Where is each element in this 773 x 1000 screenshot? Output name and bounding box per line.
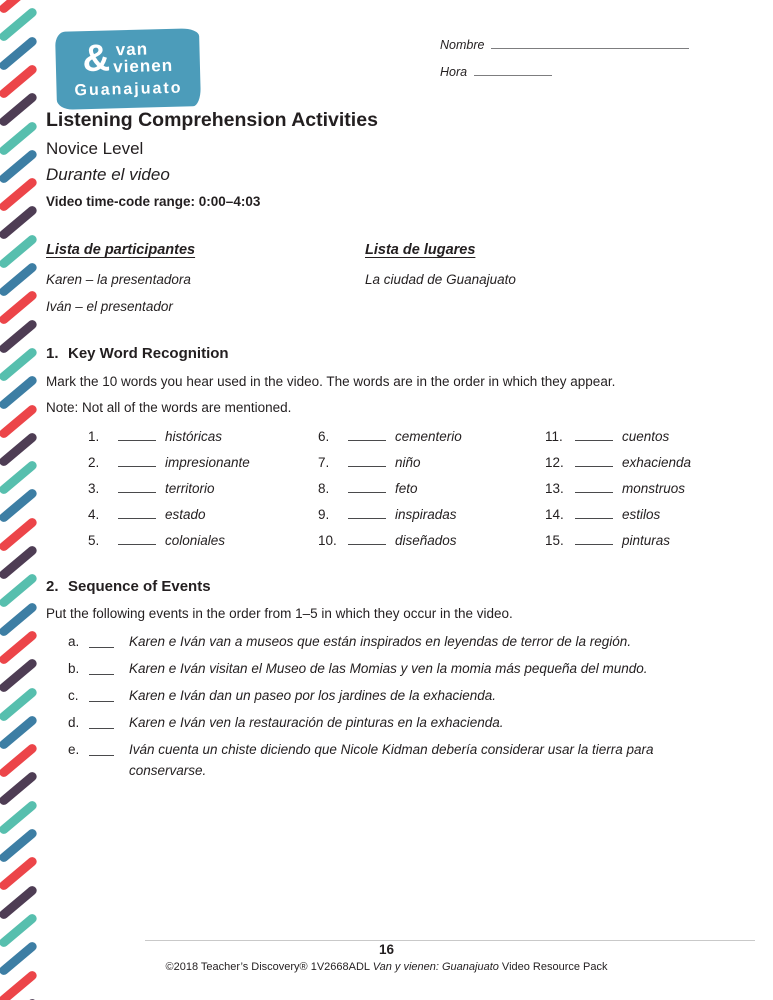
answer-blank — [348, 532, 386, 545]
section2-instructions: Put the following events in the order from 1–5 in which they occur in the video. — [46, 606, 513, 621]
event-letter: d. — [68, 715, 80, 730]
answer-blank — [348, 454, 386, 467]
answer-blank — [89, 712, 114, 729]
word-item — [545, 424, 691, 450]
name-blank-line — [491, 36, 689, 49]
word-item — [318, 450, 462, 476]
places-heading: Lista de lugares — [365, 242, 476, 258]
word-number: 4. — [88, 507, 100, 522]
word-number: 14. — [545, 507, 564, 522]
word-column-3 — [545, 424, 691, 554]
participants-heading: Lista de participantes — [46, 242, 196, 258]
word-number: 2. — [88, 455, 100, 470]
answer-blank — [575, 506, 613, 519]
event-letter: c. — [68, 688, 79, 703]
word-label: pinturas — [622, 533, 671, 548]
event-item — [68, 685, 728, 706]
word-item — [545, 502, 691, 528]
section2-heading — [46, 578, 211, 595]
section1-title: Key Word Recognition — [68, 345, 229, 362]
page-title: Listening Comprehension Activities — [46, 109, 378, 131]
word-item — [318, 476, 462, 502]
answer-blank — [118, 506, 156, 519]
event-text: Karen e Iván dan un paseo por los jardines de la exhacienda. — [129, 688, 497, 703]
name-label: Nombre — [440, 38, 485, 52]
answer-blank — [575, 480, 613, 493]
participant-item: Iván – el presentador — [46, 299, 173, 314]
word-item — [318, 424, 462, 450]
word-label: coloniales — [165, 533, 226, 548]
word-number: 15. — [545, 533, 564, 548]
word-item — [88, 476, 250, 502]
word-item — [545, 450, 691, 476]
logo-ampersand: & — [82, 37, 111, 81]
answer-blank — [89, 739, 114, 756]
answer-blank — [348, 480, 386, 493]
section1-number: 1. — [46, 345, 59, 362]
section1-note: Note: Not all of the words are mentioned. — [46, 400, 292, 415]
word-item — [318, 502, 462, 528]
word-number: 6. — [318, 429, 330, 444]
word-item — [88, 502, 250, 528]
place-item: La ciudad de Guanajuato — [365, 272, 516, 287]
copyright-prefix: ©2018 Teacher’s Discovery® 1V2668ADL — [165, 961, 373, 973]
word-label: monstruos — [622, 481, 686, 496]
word-label: diseñados — [395, 533, 457, 548]
section1-instructions: Mark the 10 words you hear used in the video. The words are in the order in which they appear. — [46, 374, 616, 389]
answer-blank — [118, 532, 156, 545]
word-label: niño — [395, 455, 421, 470]
logo-guanajuato: Guanajuato — [74, 79, 183, 100]
answer-blank — [118, 428, 156, 441]
logo-line-van: van — [115, 39, 149, 60]
word-item — [545, 476, 691, 502]
word-number: 3. — [88, 481, 100, 496]
word-number: 1. — [88, 429, 100, 444]
copyright-line — [0, 961, 773, 973]
event-letter: a. — [68, 634, 80, 649]
word-column-2 — [318, 424, 462, 554]
word-label: cuentos — [622, 429, 670, 444]
name-field — [440, 36, 689, 52]
word-item — [318, 528, 462, 554]
hour-blank-line — [474, 63, 552, 76]
answer-blank — [575, 532, 613, 545]
event-text: Karen e Iván van a museos que están inspirados en leyendas de terror de la región. — [129, 634, 632, 649]
answer-blank — [89, 658, 114, 675]
copyright-suffix: Video Resource Pack — [498, 961, 608, 973]
sequence-events-list — [68, 631, 728, 787]
answer-blank — [118, 454, 156, 467]
event-letter: b. — [68, 661, 80, 676]
word-label: estado — [165, 507, 206, 522]
word-label: feto — [395, 481, 418, 496]
word-number: 10. — [318, 533, 337, 548]
logo-wordmark — [82, 37, 174, 81]
word-label: territorio — [165, 481, 215, 496]
word-label: impresionante — [165, 455, 250, 470]
word-number: 13. — [545, 481, 564, 496]
word-column-1 — [88, 424, 250, 554]
event-item — [68, 739, 728, 781]
event-item — [68, 658, 728, 679]
van-y-vienen-logo — [55, 28, 201, 110]
word-number: 9. — [318, 507, 330, 522]
participants-list — [46, 242, 195, 326]
event-text: Karen e Iván ven la restauración de pinturas en la exhacienda. — [129, 715, 504, 730]
timecode-range: Video time-code range: 0:00–4:03 — [46, 194, 261, 209]
answer-blank — [89, 631, 114, 648]
word-item — [88, 450, 250, 476]
event-text: Karen e Iván visitan el Museo de las Momias y ven la momia más pequeña del mundo. — [129, 661, 648, 676]
footer-divider — [145, 940, 755, 941]
word-item — [88, 528, 250, 554]
participant-item: Karen – la presentadora — [46, 272, 191, 287]
logo-line-vienen: vienen — [112, 55, 174, 77]
answer-blank — [118, 480, 156, 493]
word-item — [545, 528, 691, 554]
word-number: 11. — [545, 429, 563, 444]
answer-blank — [348, 506, 386, 519]
word-label: cementerio — [395, 429, 462, 444]
event-item — [68, 631, 728, 652]
word-label: históricas — [165, 429, 223, 444]
copyright-title: Van y vienen: Guanajuato — [372, 961, 499, 973]
hour-label: Hora — [440, 65, 468, 79]
durante-subtitle: Durante el video — [46, 165, 170, 184]
word-number: 12. — [545, 455, 564, 470]
word-label: exhacienda — [622, 455, 692, 470]
event-text: Iván cuenta un chiste diciendo que Nicole Kidman debería considerar usar la tierra para conservarse. — [129, 742, 654, 778]
section1-heading — [46, 345, 229, 362]
hour-field — [440, 63, 689, 79]
word-number: 7. — [318, 455, 330, 470]
word-label: inspiradas — [395, 507, 457, 522]
answer-blank — [89, 685, 114, 702]
decorative-stripe-border — [0, 0, 42, 1000]
word-number: 5. — [88, 533, 100, 548]
page-number: 16 — [378, 942, 395, 957]
word-item — [88, 424, 250, 450]
lists-section — [46, 242, 753, 332]
places-list — [365, 242, 516, 299]
word-label: estilos — [622, 507, 661, 522]
word-number: 8. — [318, 481, 330, 496]
answer-blank — [575, 454, 613, 467]
answer-blank — [575, 428, 613, 441]
answer-blank — [348, 428, 386, 441]
event-item — [68, 712, 728, 733]
event-letter: e. — [68, 742, 80, 757]
level-subtitle: Novice Level — [46, 139, 144, 158]
section2-title: Sequence of Events — [68, 578, 211, 595]
section2-number: 2. — [46, 578, 59, 595]
student-info-fields — [440, 36, 689, 90]
